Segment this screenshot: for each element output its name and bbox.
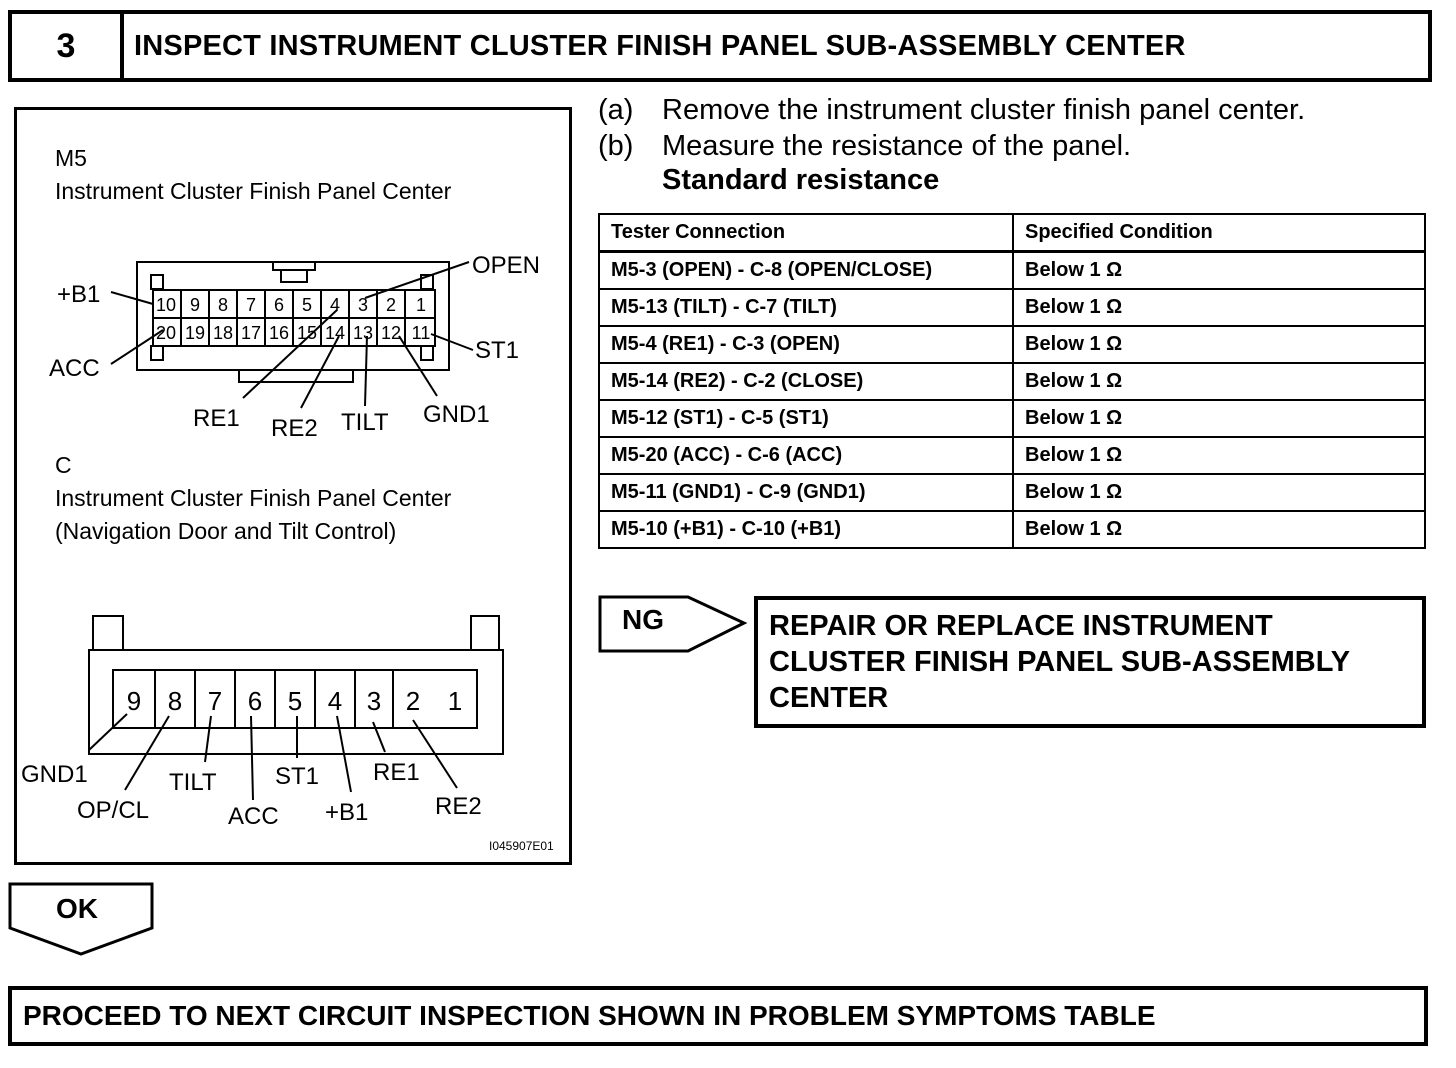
m5-code: M5 xyxy=(55,145,87,171)
table-row xyxy=(599,326,1425,363)
m5-pin: 2 xyxy=(385,295,397,315)
table-cell-connection: M5-3 (OPEN) - C-8 (OPEN/CLOSE) xyxy=(599,252,1013,290)
table-row xyxy=(599,400,1425,437)
c-pin: 2 xyxy=(405,686,421,716)
c-subname: (Navigation Door and Tilt Control) xyxy=(55,518,397,544)
m5-label-st1: ST1 xyxy=(475,337,520,364)
m5-pin: 4 xyxy=(329,295,341,315)
m5-pin: 20 xyxy=(155,323,177,343)
table-cell-connection: M5-20 (ACC) - C-6 (ACC) xyxy=(599,437,1013,474)
c-tab-left xyxy=(93,616,123,650)
table-cell-condition: Below 1 Ω xyxy=(1013,363,1425,400)
c-leader-lines xyxy=(89,714,457,800)
resistance-spec-table xyxy=(598,213,1426,549)
m5-latch xyxy=(273,262,315,270)
table-cell-connection: M5-11 (GND1) - C-9 (GND1) xyxy=(599,474,1013,511)
c-pin-numbers xyxy=(127,686,462,716)
table-cell-connection: M5-14 (RE2) - C-2 (CLOSE) xyxy=(599,363,1013,400)
m5-label-acc: ACC xyxy=(49,355,100,382)
table-row xyxy=(599,289,1425,326)
instruction-a-letter: (a) xyxy=(598,94,634,126)
c-pin: 1 xyxy=(447,686,463,716)
table-cell-condition: Below 1 Ω xyxy=(1013,289,1425,326)
connector-diagram xyxy=(14,107,572,865)
m5-pin: 3 xyxy=(357,295,369,315)
m5-pin: 17 xyxy=(240,323,262,343)
ok-label: OK xyxy=(56,893,98,924)
table-cell-connection: M5-4 (RE1) - C-3 (OPEN) xyxy=(599,326,1013,363)
step-header xyxy=(8,10,1432,82)
m5-pin: 5 xyxy=(301,295,313,315)
m5-label-tilt: TILT xyxy=(341,409,389,436)
table-cell-condition: Below 1 Ω xyxy=(1013,511,1425,548)
m5-label-gnd1: GND1 xyxy=(423,401,490,428)
table-cell-condition: Below 1 Ω xyxy=(1013,400,1425,437)
table-row xyxy=(599,437,1425,474)
table-row xyxy=(599,474,1425,511)
table-cell-condition: Below 1 Ω xyxy=(1013,326,1425,363)
m5-guide-bl xyxy=(151,346,163,360)
m5-pin: 1 xyxy=(415,295,427,315)
m5-pin: 11 xyxy=(411,323,431,343)
m5-pin: 13 xyxy=(352,323,374,343)
m5-pin: 6 xyxy=(273,295,285,315)
c-label-tilt: TILT xyxy=(169,769,217,796)
c-pin: 3 xyxy=(366,686,382,716)
ng-action-box xyxy=(754,596,1426,728)
ng-arrow-shape xyxy=(598,595,748,655)
ng-action-line: CLUSTER FINISH PANEL SUB-ASSEMBLY xyxy=(769,646,1351,678)
m5-pin: 7 xyxy=(245,295,257,315)
m5-pin: 8 xyxy=(217,295,229,315)
c-label-st1: ST1 xyxy=(275,763,320,790)
c-label-re1: RE1 xyxy=(373,759,420,786)
table-cell-condition: Below 1 Ω xyxy=(1013,474,1425,511)
table-cell-condition: Below 1 Ω xyxy=(1013,437,1425,474)
m5-pin: 12 xyxy=(380,323,402,343)
instruction-b-letter: (b) xyxy=(598,130,634,162)
c-pin: 7 xyxy=(207,686,223,716)
table-cell-condition: Below 1 Ω xyxy=(1013,252,1425,290)
c-label-b1: +B1 xyxy=(325,799,369,826)
table-cell-connection: M5-12 (ST1) - C-5 (ST1) xyxy=(599,400,1013,437)
c-pin: 5 xyxy=(287,686,303,716)
c-label-acc: ACC xyxy=(228,803,279,830)
figure-id: I045907E01 xyxy=(489,839,554,853)
instruction-b xyxy=(598,128,1305,164)
m5-connector xyxy=(137,262,449,382)
step-number: 3 xyxy=(12,14,124,78)
step-title: INSPECT INSTRUMENT CLUSTER FINISH PANEL SUB-ASSEMBLY CENTER xyxy=(134,29,1186,62)
m5-label-re1: RE1 xyxy=(193,405,240,432)
table-cell-connection: M5-10 (+B1) - C-10 (+B1) xyxy=(599,511,1013,548)
table-header-row xyxy=(599,214,1425,252)
instruction-steps xyxy=(598,92,1305,164)
c-label-gnd1: GND1 xyxy=(21,761,88,788)
m5-pin: 9 xyxy=(189,295,201,315)
ng-action-line: CENTER xyxy=(769,682,889,714)
table-row xyxy=(599,363,1425,400)
table-cell-connection: M5-13 (TILT) - C-7 (TILT) xyxy=(599,289,1013,326)
c-pin: 9 xyxy=(126,686,142,716)
instruction-a xyxy=(598,92,1305,128)
c-tab-right xyxy=(471,616,499,650)
m5-latch-window xyxy=(281,270,307,282)
m5-pin: 18 xyxy=(212,323,234,343)
next-step-box: PROCEED TO NEXT CIRCUIT INSPECTION SHOWN IN PROBLEM SYMPTOMS TABLE xyxy=(8,986,1428,1046)
table-row xyxy=(599,252,1425,290)
m5-label-open: OPEN xyxy=(472,252,541,279)
c-pin: 8 xyxy=(167,686,183,716)
m5-pin: 15 xyxy=(296,323,318,343)
ng-action-line: REPAIR OR REPLACE INSTRUMENT xyxy=(769,610,1273,642)
c-label-re2: RE2 xyxy=(435,793,482,820)
m5-pin: 10 xyxy=(155,295,177,315)
c-name: Instrument Cluster Finish Panel Center xyxy=(55,485,452,511)
standard-resistance-heading: Standard resistance xyxy=(662,164,940,196)
m5-key xyxy=(239,370,353,382)
instruction-a-text: Remove the instrument cluster finish panel center. xyxy=(662,94,1306,126)
m5-pin: 16 xyxy=(268,323,290,343)
c-col-dividers xyxy=(155,670,393,728)
c-label-opcl: OP/CL xyxy=(77,797,150,824)
m5-label-re2: RE2 xyxy=(271,415,318,442)
c-code: C xyxy=(55,452,72,478)
table-header-condition: Specified Condition xyxy=(1013,214,1425,252)
m5-guide-br xyxy=(421,346,433,360)
m5-label-b1: +B1 xyxy=(57,281,101,308)
m5-name: Instrument Cluster Finish Panel Center xyxy=(55,178,452,204)
table-row xyxy=(599,511,1425,548)
c-pin: 6 xyxy=(247,686,263,716)
instruction-b-text: Measure the resistance of the panel. xyxy=(662,130,1132,162)
m5-pin: 14 xyxy=(324,323,346,343)
m5-pin: 19 xyxy=(184,323,206,343)
ng-label: NG xyxy=(622,604,664,635)
connector-diagram-svg xyxy=(17,110,569,862)
m5-guide-tl xyxy=(151,275,163,289)
table-header-tester: Tester Connection xyxy=(599,214,1013,252)
c-pin: 4 xyxy=(327,686,343,716)
